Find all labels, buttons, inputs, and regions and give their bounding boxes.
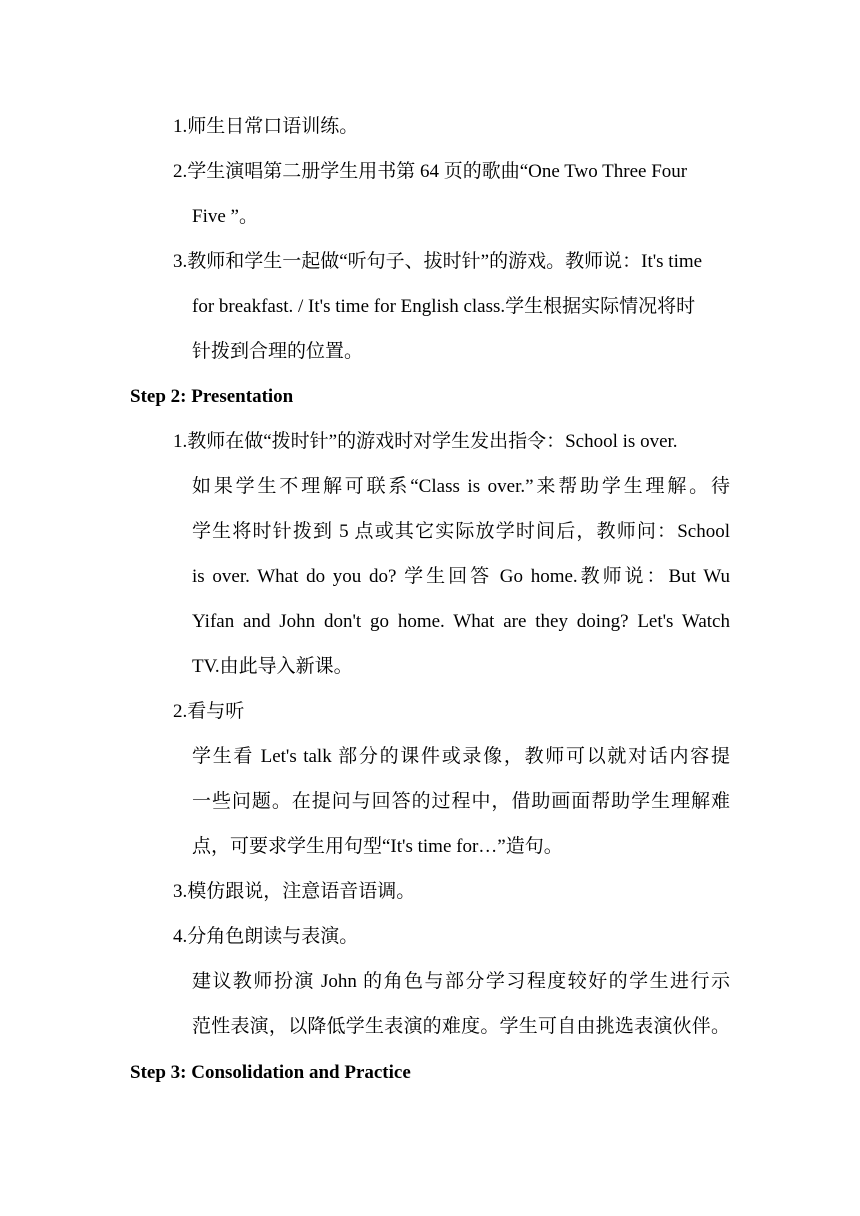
presentation-item-1-line-5: Yifan and John don't go home. What are they doing? Let's Watch	[192, 611, 730, 632]
presentation-item-1-line-2: 如果学生不理解可联系“Class is over.”来帮助学生理解。待	[192, 476, 730, 497]
step-2-heading: Step 2: Presentation	[130, 386, 294, 407]
warmup-item-2-line-2: Five ”。	[192, 206, 258, 227]
presentation-item-4-line-1: 建议教师扮演 John 的角色与部分学习程度较好的学生进行示	[192, 971, 730, 992]
presentation-item-1-line-6: TV.由此导入新课。	[192, 656, 353, 677]
presentation-item-3: 3.模仿跟说，注意语音语调。	[173, 881, 416, 902]
warmup-item-1: 1.师生日常口语训练。	[173, 116, 359, 137]
presentation-item-2-line-3: 点，可要求学生用句型“It's time for…”造句。	[192, 836, 563, 857]
presentation-item-1-line-1: 1.教师在做“拨时针”的游戏时对学生发出指令：School is over.	[173, 431, 678, 452]
presentation-item-4-line-2: 范性表演，以降低学生表演的难度。学生可自由挑选表演伙伴。	[192, 1016, 730, 1037]
step-3-heading: Step 3: Consolidation and Practice	[130, 1062, 411, 1083]
presentation-item-4-title: 4.分角色朗读与表演。	[173, 926, 359, 947]
presentation-item-1-line-4: is over. What do you do? 学生回答 Go home.教师说：But Wu	[192, 566, 730, 587]
presentation-item-1-line-3: 学生将时针拨到 5 点或其它实际放学时间后，教师问：School	[192, 521, 730, 542]
warmup-item-3-line-1: 3.教师和学生一起做“听句子、拔时针”的游戏。教师说：It's time	[173, 251, 703, 272]
presentation-item-2-title: 2.看与听	[173, 701, 245, 722]
warmup-item-3-line-2: for breakfast. / It's time for English class.学生根据实际情况将时	[192, 296, 696, 317]
presentation-item-2-line-1: 学生看 Let's talk 部分的课件或录像，教师可以就对话内容提	[192, 746, 730, 767]
warmup-item-2-line-1: 2.学生演唱第二册学生用书第 64 页的歌曲“One Two Three Four	[173, 161, 688, 182]
warmup-item-3-line-3: 针拨到合理的位置。	[192, 341, 364, 362]
presentation-item-2-line-2: 一些问题。在提问与回答的过程中，借助画面帮助学生理解难	[192, 791, 730, 812]
